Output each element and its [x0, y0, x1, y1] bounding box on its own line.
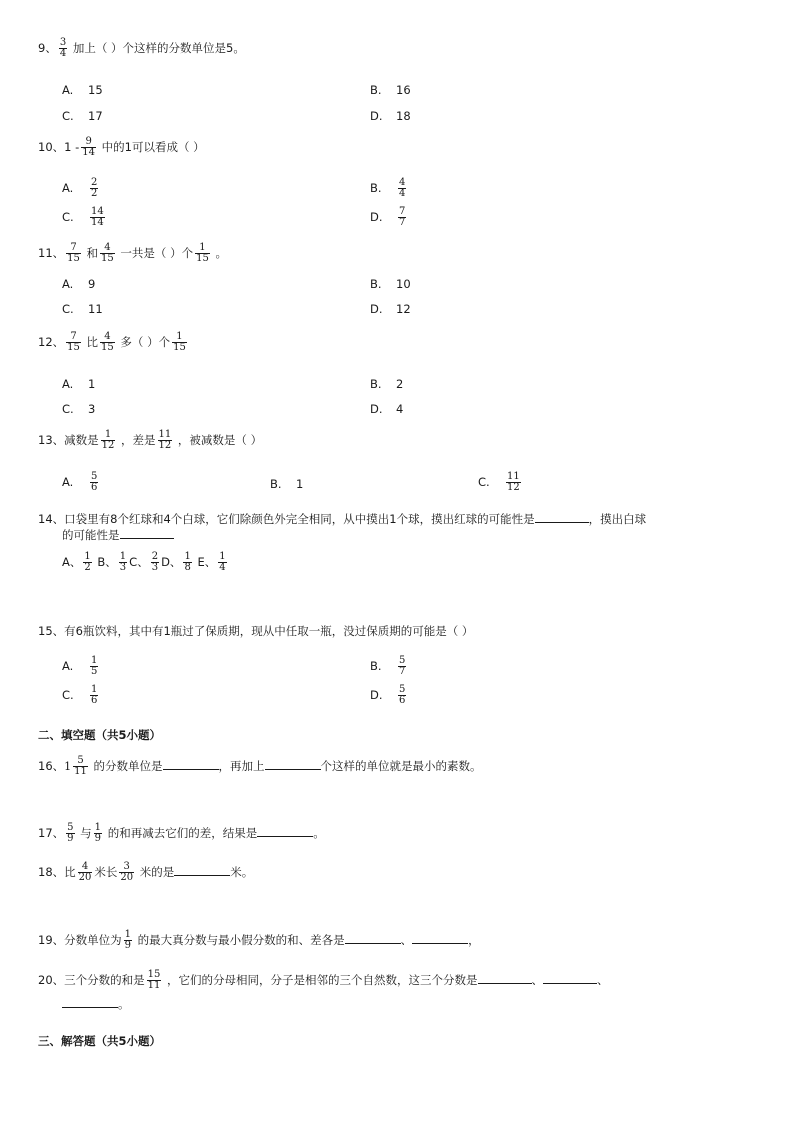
- option-c[interactable]: C. $\frac{14}{14}$: [62, 206, 104, 228]
- option-c[interactable]: C. $\frac{1}{6}$: [62, 684, 98, 706]
- option-c[interactable]: C、 $\frac{2}{3}$: [129, 551, 159, 573]
- question-14-line2: 的可能性是: [62, 527, 174, 543]
- option-b[interactable]: B. $\frac{4}{4}$: [370, 177, 406, 199]
- fraction: $\frac{9}{14}$: [82, 136, 95, 158]
- question-17: 17、 $\frac{5}{9}$ 与 $\frac{1}{9}$ 的和再减去它们的差，结果是 。: [38, 822, 325, 844]
- option-b[interactable]: B. $\frac{5}{7}$: [370, 655, 406, 677]
- question-18: 18、比 $\frac{4}{20}$ 米长 $\frac{3}{20}$ 米的是 米。: [38, 861, 254, 883]
- option-b[interactable]: B. 16: [370, 83, 411, 97]
- fraction: $\frac{3}{4}$: [59, 37, 67, 59]
- option-d[interactable]: D. 4: [370, 402, 404, 416]
- option-a[interactable]: A. 9: [62, 277, 96, 291]
- option-d[interactable]: D. 18: [370, 109, 411, 123]
- question-19: 19、分数单位为 $\frac{1}{9}$ 的最大真分数与最小假分数的和、差各是 、 ，: [38, 929, 480, 951]
- section-heading: 二、填空题（共5小题）: [38, 728, 162, 742]
- question-20: 20、三个分数的和是 $\frac{15}{11}$ ，它们的分母相同，分子是相邻的三个自然数，这三个分数是 、 、: [38, 969, 609, 991]
- answer-blank[interactable]: [478, 972, 532, 984]
- question-16: 16、 1 $\frac{5}{11}$ 的分数单位是 ，再加上 个这样的单位就是最小的素数。: [38, 755, 482, 777]
- option-a[interactable]: A. 15: [62, 83, 103, 97]
- option-d[interactable]: D. $\frac{5}{6}$: [370, 684, 406, 706]
- question-14: 14、口袋里有8个红球和4个白球，它们除颜色外完全相同，从中摸出1个球，摸出红球的可能性是 ，摸出白球: [38, 512, 647, 526]
- answer-blank[interactable]: [257, 825, 313, 837]
- question-10: 10、1 - $\frac{9}{14}$ 中的1可以看成（ ）: [38, 136, 205, 158]
- option-a[interactable]: A. $\frac{5}{6}$: [62, 471, 98, 493]
- option-c[interactable]: C. $\frac{11}{12}$: [478, 471, 520, 493]
- answer-blank[interactable]: [62, 996, 118, 1008]
- option-c[interactable]: C. 3: [62, 402, 96, 416]
- answer-blank[interactable]: [412, 932, 468, 944]
- option-d[interactable]: D. $\frac{7}{7}$: [370, 206, 406, 228]
- question-9: 9、 $\frac{3}{4}$ 加上（ ）个这样的分数单位是5。: [38, 37, 245, 59]
- option-d[interactable]: D. 12: [370, 302, 411, 316]
- question-11: 11、 $\frac{7}{15}$ 和 $\frac{4}{15}$ 一共是（ ）个 $\frac{1}{15}$ 。: [38, 242, 227, 264]
- answer-blank[interactable]: [265, 758, 321, 770]
- option-a[interactable]: A. $\frac{2}{2}$: [62, 177, 98, 199]
- question-14-options: [62, 552, 229, 573]
- option-a[interactable]: A、 $\frac{1}{2}$: [62, 551, 91, 573]
- option-a[interactable]: A. $\frac{1}{5}$: [62, 655, 98, 677]
- option-b[interactable]: B. 2: [370, 377, 404, 391]
- question-12: 12、 $\frac{7}{15}$ 比 $\frac{4}{15}$ 多（ ）个 $\frac{1}{15}$: [38, 331, 186, 353]
- answer-blank[interactable]: [535, 511, 589, 523]
- option-e[interactable]: E、 $\frac{1}{4}$: [197, 551, 226, 573]
- question-20-line2: 。: [62, 996, 130, 1012]
- answer-blank[interactable]: [174, 864, 230, 876]
- answer-blank[interactable]: [543, 972, 597, 984]
- answer-blank[interactable]: [163, 758, 219, 770]
- question-13: 13、减数是 $\frac{1}{12}$ ，差是 $\frac{11}{12}$ ，被减数是（ ）: [38, 429, 263, 451]
- option-b[interactable]: B. 1: [270, 477, 304, 491]
- option-c[interactable]: C. 11: [62, 302, 103, 316]
- option-b[interactable]: B. 10: [370, 277, 411, 291]
- option-a[interactable]: A. 1: [62, 377, 96, 391]
- option-b[interactable]: B、 $\frac{1}{3}$: [97, 551, 127, 573]
- mixed-number: 1 $\frac{5}{11}$: [64, 755, 87, 777]
- answer-blank[interactable]: [345, 932, 401, 944]
- answer-blank[interactable]: [120, 527, 174, 539]
- option-d[interactable]: D、 $\frac{1}{8}$: [161, 551, 191, 573]
- option-c[interactable]: C. 17: [62, 109, 103, 123]
- question-15: 15、有6瓶饮料，其中有1瓶过了保质期，现从中任取一瓶，没过保质期的可能是（ ）: [38, 624, 474, 638]
- section-heading: 三、解答题（共5小题）: [38, 1034, 162, 1048]
